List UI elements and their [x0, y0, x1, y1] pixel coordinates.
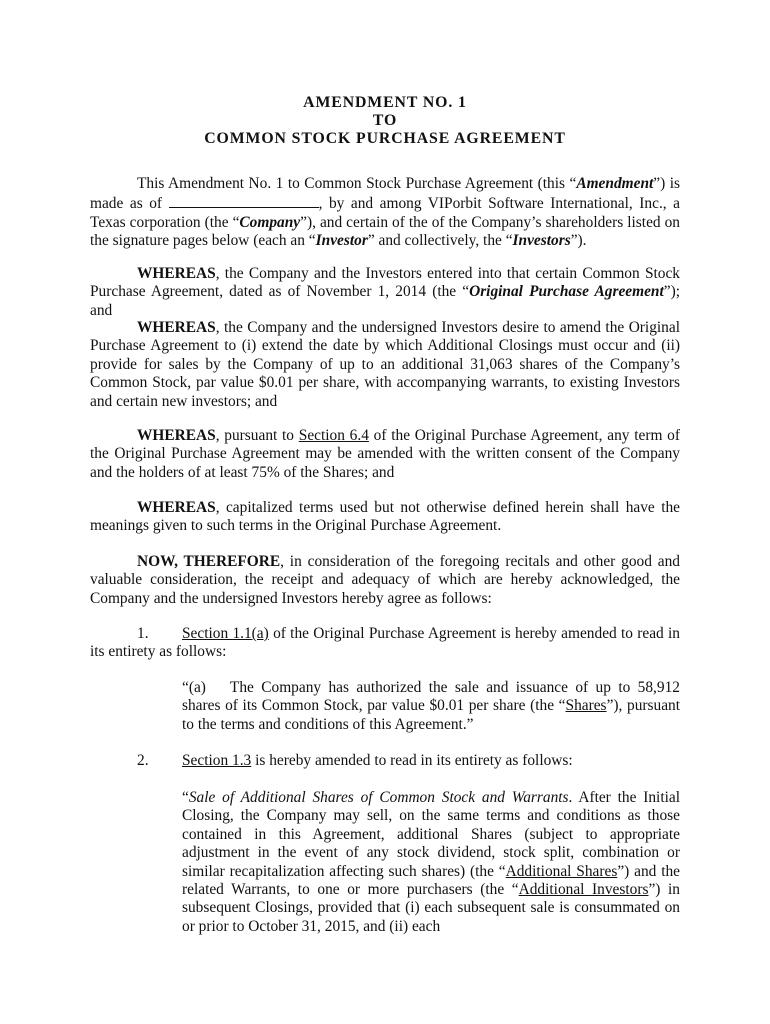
whereas-text: , capitalized terms used but not otherwise defined herein shall have the meanings given to such terms in the Original Purchase Agreement.	[90, 499, 680, 535]
quote-text: The Company has authorized the sale and issuance of up to 58,912 shares of its Common Stock, par value $0.01 per share (the “	[182, 679, 680, 715]
defined-term-shares: Shares	[565, 697, 607, 715]
whereas-paragraph-2	[90, 319, 680, 411]
defined-term-company: Company	[239, 213, 301, 231]
defined-term-additional-shares: Additional Shares	[505, 862, 618, 880]
quote-text: . After the Initial Closing, the Company may sell, on the same terms and conditions as those contained in this Agreement, additional Shares (subject to appropriate adjustment in the event of any stock dividend, stock split, combination or similar recapitalization affecting such shares) (the “	[182, 789, 680, 880]
section-reference: Section 6.4	[298, 427, 369, 444]
intro-text: , by and among VIPorbit Software International, Inc., a Texas corporation (the “	[90, 195, 680, 231]
quote-text: ”) in subsequent Closings, provided that (i) each subsequent sale is consummated on or prior to October 31, 2015, and (ii) each	[182, 881, 680, 935]
whereas-heading: WHEREAS	[137, 319, 216, 336]
intro-text: ”), and certain of the of the Company’s shareholders listed on the signature pages below (each an “	[90, 213, 680, 250]
whereas-paragraph-3	[90, 427, 680, 482]
defined-term-investors: Investors	[512, 232, 571, 250]
whereas-text: , the Company and the undersigned Investors desire to amend the Original Purchase Agreement to (i) extend the date by which Additional Closings must occur and (ii) provide for sales by the Company of up to an additional 31,063 shares of the Company’s Common Stock, par value $0.01 per share, with accompanying warrants, to existing Investors and certain new investors; and	[90, 319, 680, 410]
quote-text: ”), pursuant to the terms and conditions of this Agreement.”	[182, 697, 681, 733]
section-reference: Section 1.3	[182, 752, 252, 769]
now-therefore-heading: NOW, THEREFORE	[137, 553, 281, 570]
intro-text: ” and collectively, the “	[367, 232, 513, 250]
defined-term-investor: Investor	[315, 232, 368, 250]
date-blank-line	[169, 193, 319, 208]
defined-term-amendment: Amendment	[576, 175, 654, 192]
document-title	[0, 94, 770, 148]
quote-heading: Sale of Additional Shares of Common Stock and Warrants	[188, 789, 569, 806]
quote-label: “(a)	[182, 679, 206, 696]
title-line-2: TO	[372, 112, 398, 129]
whereas-heading: WHEREAS	[137, 427, 216, 444]
section-2-quote	[182, 789, 680, 936]
whereas-heading: WHEREAS	[137, 499, 216, 516]
section-1-quote	[182, 679, 680, 734]
section-number: 1.	[137, 625, 149, 642]
whereas-paragraph-1	[90, 265, 680, 320]
intro-text: This Amendment No. 1 to Common Stock Purchase Agreement (this “	[137, 175, 577, 192]
defined-term-original-purchase-agreement: Original Purchase Agreement	[469, 283, 664, 301]
title-line-3: COMMON STOCK PURCHASE AGREEMENT	[204, 130, 566, 147]
title-line-1: AMENDMENT NO. 1	[303, 94, 467, 111]
defined-term-additional-investors: Additional Investors	[518, 881, 649, 899]
intro-text: ”).	[570, 232, 587, 250]
quote-text: “	[182, 789, 189, 806]
whereas-paragraph-4	[90, 499, 680, 536]
now-therefore-paragraph	[90, 553, 680, 608]
intro-paragraph	[90, 175, 680, 251]
section-number: 2.	[137, 752, 149, 769]
section-reference: Section 1.1(a)	[182, 625, 269, 642]
whereas-text: ”); and	[90, 283, 680, 319]
whereas-text: of the Original Purchase Agreement, any term of the Original Purchase Agreement may be amended with the written consent of the Company and the holders of at least 75% of the Shares; and	[90, 427, 680, 481]
now-therefore-text: , in consideration of the foregoing recitals and other good and valuable consideration, the receipt and adequacy of which are hereby acknowledged, the Company and the undersigned Investors hereby agree as follows:	[90, 553, 680, 607]
whereas-text: , the Company and the Investors entered into that certain Common Stock Purchase Agreement, dated as of November 1, 2014 (the “	[90, 265, 680, 301]
section-2-paragraph	[90, 752, 680, 770]
section-text: is hereby amended to read in its entirety as follows:	[251, 752, 573, 769]
section-text: of the Original Purchase Agreement is hereby amended to read in its entirety as follows:	[90, 625, 680, 661]
whereas-heading: WHEREAS	[137, 265, 216, 282]
quote-text: ”) and the related Warrants, to one or more purchasers (the “	[182, 862, 680, 899]
intro-text: ”) is made as of	[90, 175, 680, 213]
whereas-text: , pursuant to	[215, 427, 299, 444]
section-1-paragraph	[90, 625, 680, 662]
